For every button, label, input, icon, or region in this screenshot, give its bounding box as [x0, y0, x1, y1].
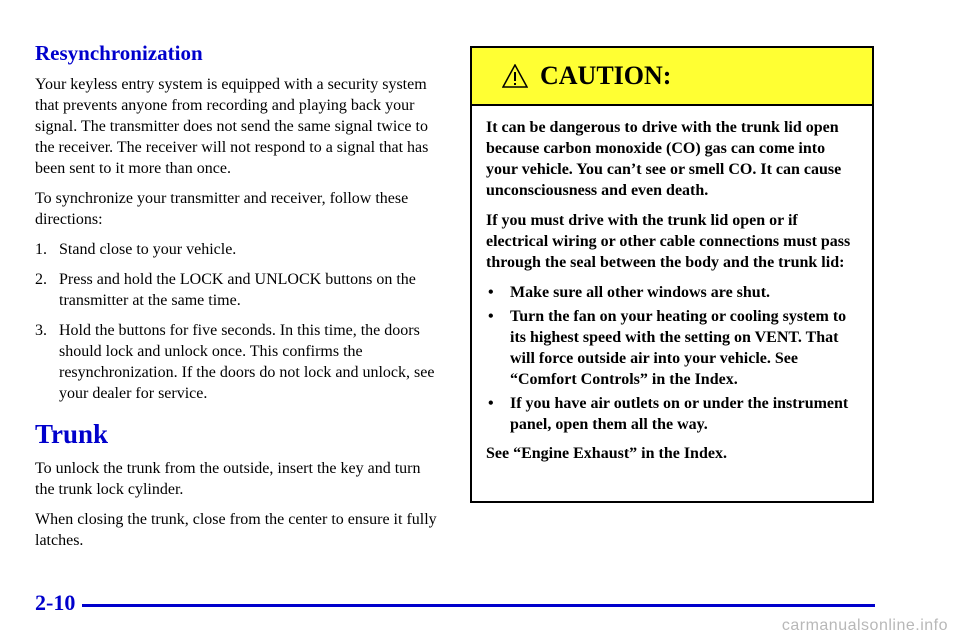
step-number: 2. [35, 271, 47, 288]
step-item [35, 320, 440, 404]
bullet-text: If you have air outlets on or under the instrument panel, open them all the way. [510, 395, 849, 433]
resync-paragraph-2: To synchronize your transmitter and receiver, follow these directions: [35, 190, 409, 228]
bullet-item [486, 393, 858, 435]
step-text: Hold the buttons for five seconds. In this time, the doors should lock and unlock once. This confirms the resynchronization. If the doors do not lock and unlock, see your dealer for service. [59, 322, 435, 402]
caution-closing: See “Engine Exhaust” in the Index. [486, 445, 727, 462]
bullet-item [486, 282, 858, 303]
bullet-item [486, 306, 858, 390]
step-number: 3. [35, 322, 47, 339]
resync-heading: Resynchronization [35, 41, 203, 65]
caution-box [470, 46, 874, 503]
trunk-paragraph-2: When closing the trunk, close from the center to ensure it fully latches. [35, 511, 437, 549]
resync-paragraph-1: Your keyless entry system is equipped with a security system that prevents anyone from recording and playing back your signal. The transmitter does not send the same signal twice to the receiver. The receiver will not respond to a signal that has been sent to it more than once. [35, 76, 429, 177]
bullet-text: Make sure all other windows are shut. [510, 284, 771, 301]
step-text: Stand close to your vehicle. [59, 241, 237, 258]
caution-header [472, 48, 872, 106]
step-item [35, 269, 440, 311]
bullet-icon: • [488, 308, 494, 325]
trunk-heading: Trunk [35, 419, 109, 449]
step-number: 1. [35, 241, 47, 258]
bullet-icon: • [488, 284, 494, 301]
watermark: carmanualsonline.info [781, 617, 948, 634]
caution-title: CAUTION: [540, 61, 672, 90]
page-number: 2-10 [35, 590, 76, 615]
caution-bullets [486, 282, 858, 435]
resync-steps [35, 239, 440, 404]
caution-body [472, 106, 872, 464]
step-item [35, 239, 440, 260]
bullet-text: Turn the fan on your heating or cooling system to its highest speed with the setting on VENT. That will force outside air into your vehicle. See “Comfort Controls” in the Index. [510, 308, 847, 388]
step-text: Press and hold the LOCK and UNLOCK buttons on the transmitter at the same time. [59, 271, 416, 309]
footer-rule [82, 604, 875, 607]
warning-triangle-icon [502, 64, 528, 88]
caution-paragraph-2: If you must drive with the trunk lid open or if electrical wiring or other cable connections must pass through the seal between the body and the trunk lid: [486, 212, 851, 271]
bullet-icon: • [488, 395, 494, 412]
left-column [35, 40, 440, 560]
trunk-paragraph-1: To unlock the trunk from the outside, insert the key and turn the trunk lock cylinder. [35, 460, 421, 498]
caution-paragraph-1: It can be dangerous to drive with the trunk lid open because carbon monoxide (CO) gas can come into your vehicle. You can’t see or smell CO. It can cause unconsciousness and even death. [486, 119, 842, 199]
